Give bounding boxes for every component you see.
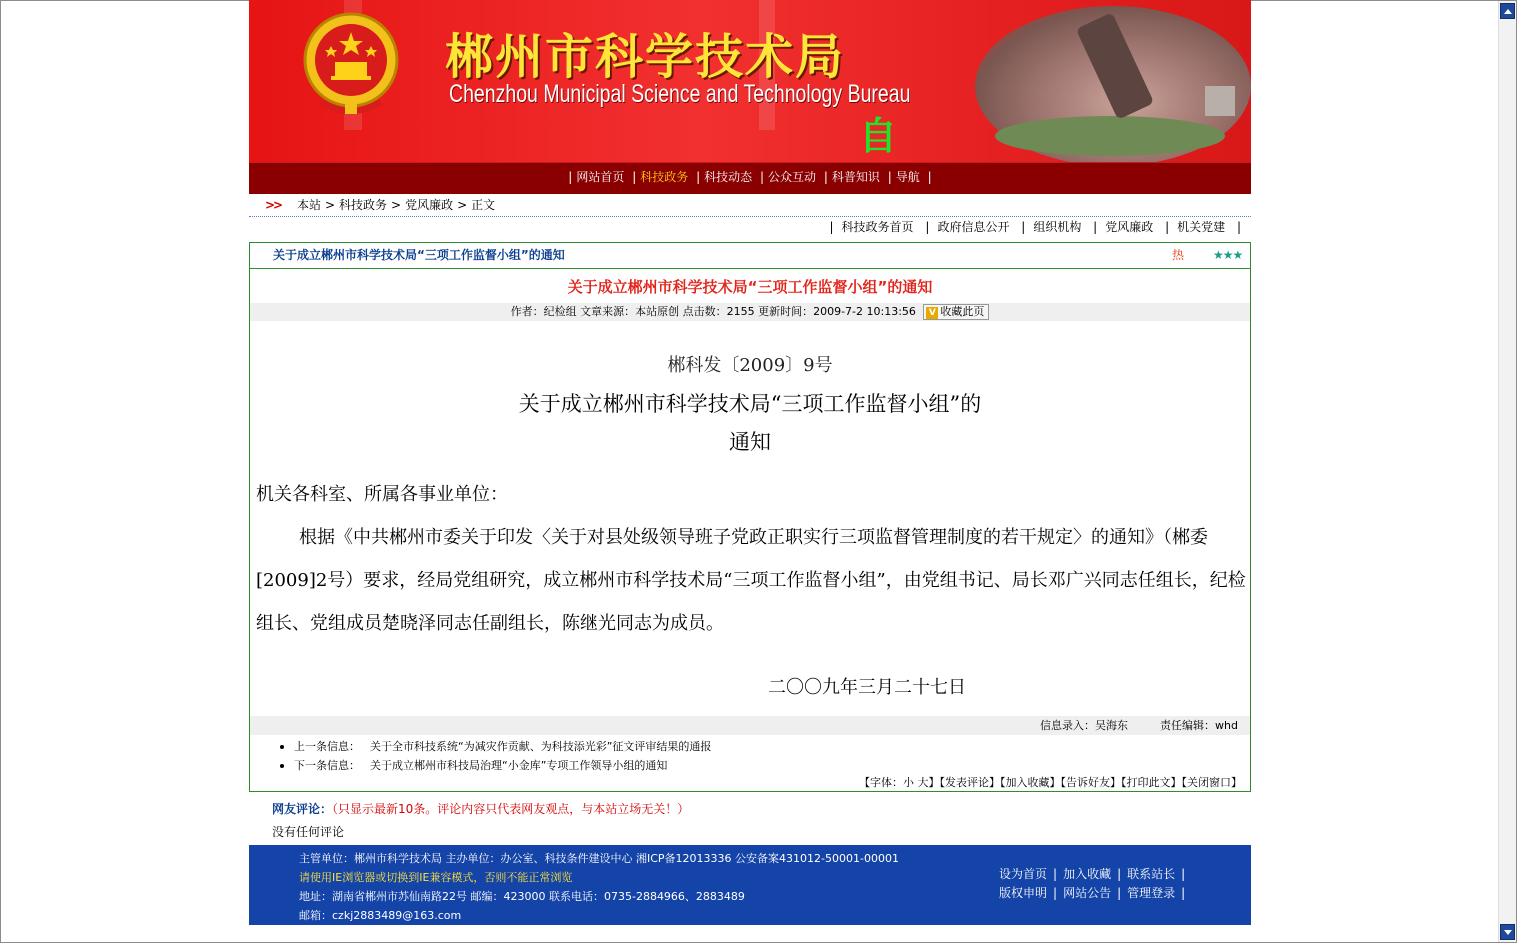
subnav-gov-info[interactable]: 政府信息公开 [937,220,1010,234]
double-chevron-icon: >> [265,198,282,212]
bar-title: 关于成立郴州市科学技术局“三项工作监督小组”的通知 [273,248,565,262]
subnav-integrity[interactable]: 党风廉政 [1105,220,1154,234]
list-item [280,737,711,756]
document-date: 二〇〇九年三月二十七日 [768,677,966,698]
footer-address: 地址：湖南省郴州市苏仙南路22号 邮编：423000 联系电话：0735-2884966、2883489 [299,890,745,903]
prev-next-list [280,737,711,775]
prev-article-link[interactable]: 关于全市科技系统“为减灾作贡献、为科技添光彩”征文评审结果的通报 [370,740,712,753]
document-title [250,385,1250,461]
document-title-line1: 关于成立郴州市科学技术局“三项工作监督小组”的 [518,392,982,416]
add-favorite-link[interactable]: 加入收藏 [1063,867,1112,881]
rating-stars-icon: ★★★ [1213,248,1243,262]
breadcrumb-home[interactable]: 本站 [296,198,321,212]
entry-person: 信息录入：吴海东 [1040,719,1128,732]
site-subtitle: Chenzhou Municipal Science and Technology Bureau [449,80,911,108]
hot-badge: 热 [1172,248,1185,262]
bookmark-label: 收藏此页 [940,305,985,318]
nav-item-news[interactable]: 科技动态 [704,170,753,184]
no-comments: 没有任何评论 [272,825,345,839]
nav-item-guide[interactable]: 导航 [895,170,920,184]
bookmark-button[interactable] [923,304,989,320]
header-banner [249,0,1251,162]
subnav-policy-home[interactable]: 科技政务首页 [841,220,914,234]
set-homepage-link[interactable]: 设为首页 [999,867,1048,881]
document-number: 郴科发〔2009〕9号 [667,355,833,376]
vertical-scrollbar[interactable] [1498,1,1516,942]
breadcrumb-policy[interactable]: 科技政务 [339,198,388,212]
copyright-link[interactable]: 版权申明 [999,886,1048,900]
entry-bar [250,716,1250,735]
breadcrumb-integrity[interactable]: 党风廉政 [405,198,454,212]
editor: 责任编辑：whd [1160,719,1238,732]
footer-links: 设为首页 | 加入收藏 | 联系站长 | 版权申明 | 网站公告 | 管理登录 | [999,867,1186,900]
nav-item-home[interactable]: 网站首页 [576,170,625,184]
bookmark-icon: V [926,307,938,319]
article-title: 关于成立郴州市科学技术局“三项工作监督小组”的通知 [567,278,933,296]
article-meta [250,303,1250,321]
footer [249,845,1251,925]
main-nav: | 网站首页 | 科技政务 | 科技动态 | 公众互动 | 科普知识 | 导航 | [249,162,1251,194]
body-paragraph: 根据《中共郴州市委关于印发〈关于对县处级领导班子党政正职实行三项监督管理制度的若干规定〉的通知》（郴委[2009]2号）要求，经局党组研究，成立郴州市科学技术局“三项工作监督小组”，由党组书记、局长邓广兴同志任组长，纪检组长、党组成员楚晓泽同志任副组长，陈继光同志为成员。 [256,527,1246,634]
green-overlay-char: 自 [859,114,898,158]
nav-item-policy[interactable]: 科技政务 [640,170,689,184]
article-title-bar [250,243,1250,269]
list-item [280,756,711,775]
scroll-down-arrow-icon[interactable] [1500,924,1515,940]
contact-admin-link[interactable]: 联系站长 [1127,867,1176,881]
footer-sponsor: 主管单位：郴州市科学技术局 主办单位：办公室、科技条件建设中心 湘ICP备12013336 公安备案431012-50001-00001 [299,852,899,865]
article-box [249,242,1251,792]
footer-browser-notice: 请使用IE浏览器或切换到IE兼容模式，否则不能正常浏览 [299,871,573,884]
site-title: 郴州市科学技术局 [445,29,846,85]
next-article-link[interactable]: 关于成立郴州市科技局治理“小金库”专项工作领导小组的通知 [370,759,668,772]
breadcrumb-current: 正文 [471,198,496,212]
footer-info [299,849,899,925]
article-body [256,473,1246,645]
page-container [249,0,1251,238]
announcement-link[interactable]: 网站公告 [1063,886,1112,900]
footer-email: 邮箱：czkj2883489@163.com [299,909,462,922]
meta-text: 作者：纪检组 文章来源：本站原创 点击数：2155 更新时间：2009-7-2 10:13:56 [510,305,916,318]
admin-login-link[interactable]: 管理登录 [1127,886,1176,900]
scroll-up-arrow-icon[interactable] [1500,3,1515,19]
comments-header [272,800,689,817]
statue-photo [975,6,1251,162]
nav-item-science[interactable]: 科普知识 [831,170,880,184]
subnav-organization[interactable]: 组织机构 [1033,220,1082,234]
subnav-party[interactable]: 机关党建 [1177,220,1226,234]
national-emblem-icon [301,10,401,120]
comments-label: 网友评论： [272,802,333,816]
nav-item-public[interactable]: 公众互动 [768,170,817,184]
salutation: 机关各科室、所属各事业单位： [256,484,508,505]
prev-label: 上一条信息： [294,740,360,753]
breadcrumb: >> 本站 > 科技政务 > 党风廉政 > 正文 [249,194,1251,217]
document-title-line2: 通知 [729,430,771,454]
sub-nav: | 科技政务首页 | 政府信息公开 | 组织机构 | 党风廉政 | 机关党建 | [829,220,1241,234]
comments-note: （只显示最新10条。评论内容只代表网友观点，与本站立场无关！） [332,802,690,816]
article-tools[interactable]: 【字体：小 大】【发表评论】【加入收藏】【告诉好友】【打印此文】【关闭窗口】 [859,776,1242,789]
next-label: 下一条信息： [294,759,360,772]
